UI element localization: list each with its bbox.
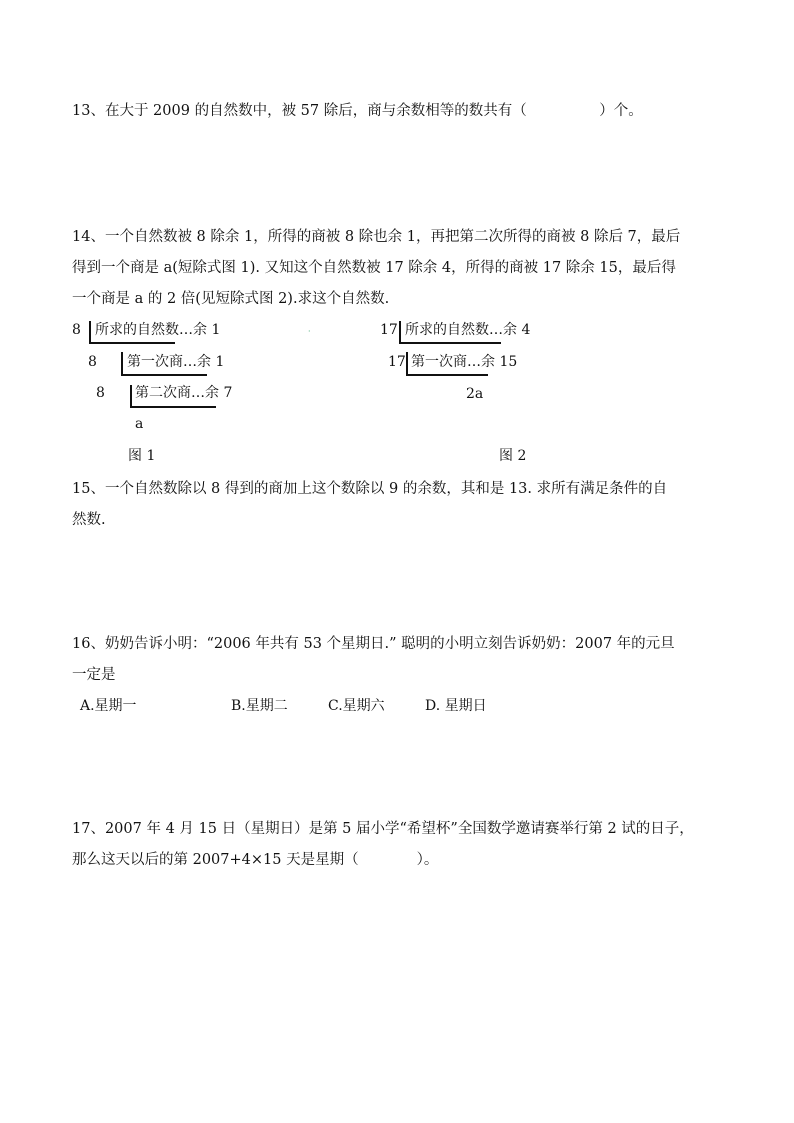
fig1-bracket-3-horizontal <box>130 406 216 408</box>
fig2-bracket-2-vertical <box>406 352 408 375</box>
question-14-line-3: 一个商是 a 的 2 倍(见短除式图 2).求这个自然数. <box>72 291 390 307</box>
stray-mark: · <box>308 327 311 336</box>
fig1-caption: 图 1 <box>128 448 156 464</box>
fig2-row-1: 所求的自然数…余 4 <box>405 322 531 338</box>
question-17-line-1: 17、2007 年 4 月 15 日（星期日）是第 5 届小学“希望杯”全国数学邀请赛举行第 2 试的日子， <box>72 821 694 837</box>
fig2-bracket-1-vertical <box>399 321 401 343</box>
fig1-divisor-2: 8 <box>88 354 97 370</box>
fig1-row-1: 所求的自然数…余 1 <box>95 322 221 338</box>
option-d: D. 星期日 <box>425 698 487 714</box>
fig1-divisor-3: 8 <box>96 385 105 401</box>
fig2-bracket-2-horizontal <box>406 374 488 376</box>
fig1-bracket-2-vertical <box>121 352 123 375</box>
question-15-line-1: 15、一个自然数除以 8 得到的商加上这个数除以 9 的余数，其和是 13. 求所有满足条件的自 <box>72 481 668 497</box>
question-15-line-2: 然数. <box>72 512 106 528</box>
question-14-line-1: 14、一个自然数被 8 除余 1，所得的商被 8 除也余 1，再把第二次所得的商被 8 除后 7，最后 <box>72 229 681 245</box>
fig1-row-2: 第一次商…余 1 <box>127 354 225 370</box>
fig2-bracket-1-horizontal <box>399 342 501 344</box>
fig1-bracket-2-horizontal <box>121 374 207 376</box>
option-a: A.星期一 <box>80 698 137 714</box>
option-c: C.星期六 <box>328 698 385 714</box>
fig2-divisor-1: 17 <box>380 322 398 338</box>
fig1-bracket-1-vertical <box>89 321 91 343</box>
fig2-caption: 图 2 <box>499 448 527 464</box>
fig2-divisor-2: 17 <box>388 354 406 370</box>
fig1-divisor-1: 8 <box>72 322 81 338</box>
question-16-line-1: 16、奶奶告诉小明：“2006 年共有 53 个星期日.” 聪明的小明立刻告诉奶奶：2007 年的元旦 <box>72 636 675 652</box>
question-13: 13、在大于 2009 的自然数中，被 57 除后，商与余数相等的数共有（ ）个。 <box>72 103 643 119</box>
option-b: B.星期二 <box>231 698 288 714</box>
question-17-line-2: 那么这天以后的第 2007+4×15 天是星期（ ）。 <box>72 852 439 868</box>
fig2-quotient: 2a <box>466 386 484 402</box>
question-16-line-2: 一定是 <box>72 667 116 683</box>
fig1-bracket-1-horizontal <box>89 342 175 344</box>
fig1-bracket-3-vertical <box>130 385 132 408</box>
fig2-row-2: 第一次商…余 15 <box>411 354 518 370</box>
fig1-quotient: a <box>135 416 144 432</box>
question-14-line-2: 得到一个商是 a(短除式图 1). 又知这个自然数被 17 除余 4，所得的商被 17 除余 15，最后得 <box>72 260 676 276</box>
fig1-row-3: 第二次商…余 7 <box>135 385 233 401</box>
